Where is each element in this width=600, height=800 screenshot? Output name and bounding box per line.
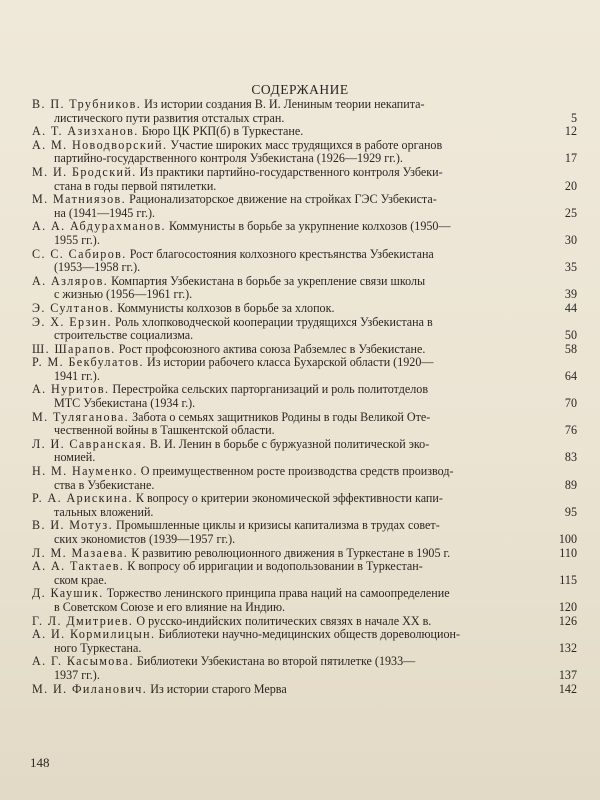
entry-title-continued: тальных вложений. xyxy=(54,504,154,519)
entry-page: 132 xyxy=(558,640,577,655)
entry-title-continued: партийно-государственного контроля Узбекистана (1926—1929 гг.). xyxy=(54,151,403,166)
entry-title: Участие широких масс трудящихся в работе органов xyxy=(167,137,443,152)
entry-author: Н. М. Науменко. xyxy=(32,464,138,479)
entry-author: М. И. Бродский. xyxy=(32,164,137,179)
entry-author: В. И. Мотуз. xyxy=(32,518,114,533)
entry-title: Рост благосостояния колхозного крестьянства Узбекистана xyxy=(126,246,434,261)
toc-entry xyxy=(32,560,577,587)
entry-title-continued: ства в Узбекистане. xyxy=(54,477,155,492)
entry-title: В. И. Ленин в борьбе с буржуазной политической эко- xyxy=(146,436,430,451)
entry-page: 64 xyxy=(564,368,577,383)
entry-author: А. А. Абдурахманов. xyxy=(32,219,166,234)
entry-author: М. Матниязов. xyxy=(32,192,127,207)
toc-entry xyxy=(32,519,577,546)
entry-author: А. Т. Азизханов. xyxy=(32,124,139,139)
entry-title-continued: стана в годы первой пятилетки. xyxy=(54,178,217,193)
entry-title: Из практики партийно-государственного контроля Узбеки- xyxy=(136,164,443,179)
entry-title: О русско-индийских политических связях в начале XX в. xyxy=(133,613,432,628)
toc-entry xyxy=(32,383,577,410)
entry-title: К вопросу о критерии экономической эффективности капи- xyxy=(132,491,443,506)
entry-title-continued: с жизнью (1956—1961 гг.). xyxy=(54,287,193,302)
entry-title: Библиотеки научно-медицинских обществ дореволюцион- xyxy=(155,627,461,642)
entry-page: 110 xyxy=(559,545,577,560)
entry-page: 100 xyxy=(558,532,577,546)
toc-entry xyxy=(32,356,577,383)
entry-page: 58 xyxy=(564,341,577,356)
entry-title-continued: листического пути развития отсталых стран. xyxy=(54,110,285,125)
entry-title: Промышленные циклы и кризисы капитализма в трудах совет- xyxy=(113,518,440,533)
toc-entry xyxy=(32,98,577,125)
entry-page: 83 xyxy=(564,450,577,465)
entry-title: Из истории создания В. И. Лениным теории некапита- xyxy=(141,97,425,111)
toc-entry xyxy=(32,166,577,193)
entry-author: Л. М. Мазаева. xyxy=(32,545,129,560)
entry-title: О преимущественном росте производства средств производ- xyxy=(137,464,454,479)
entry-title: Рост профсоюзного актива союза Рабземлес в Узбекистане. xyxy=(115,341,426,356)
toc-entry xyxy=(32,125,577,139)
entry-author: А. А. Тактаев. xyxy=(32,559,125,574)
entry-title: Рационализаторское движение на стройках ГЭС Узбекиста- xyxy=(126,192,437,207)
toc-entry xyxy=(32,628,577,655)
toc-entry xyxy=(32,411,577,438)
entry-page: 12 xyxy=(564,124,577,139)
entry-page: 5 xyxy=(570,110,577,125)
toc-entry xyxy=(32,316,577,343)
entry-author: Ш. Шарапов. xyxy=(32,341,116,356)
toc-entry xyxy=(32,343,577,357)
entry-title: Роль хлопководческой кооперации трудящихся Узбекистана в xyxy=(111,314,433,329)
table-of-contents xyxy=(32,98,577,696)
entry-page: 142 xyxy=(558,681,577,696)
toc-entry xyxy=(32,465,577,492)
entry-title-continued: 1955 гг.). xyxy=(54,232,100,247)
entry-title-continued: (1953—1958 гг.). xyxy=(54,260,141,275)
entry-author: Э. Султанов. xyxy=(32,300,115,315)
entry-author: А. Нуритов. xyxy=(32,382,110,397)
entry-title: Перестройка сельских парторганизаций и роль политотделов xyxy=(109,382,429,397)
entry-page: 35 xyxy=(564,260,577,275)
entry-author: А. Азляров. xyxy=(32,273,109,288)
toc-entry xyxy=(32,492,577,519)
entry-title: К вопросу об ирригации и водопользовании в Туркестан- xyxy=(124,559,423,574)
toc-entry xyxy=(32,248,577,275)
entry-author: М. И. Филанович. xyxy=(32,681,148,696)
entry-title-continued: на (1941—1945 гг.). xyxy=(54,205,156,220)
entry-page: 120 xyxy=(558,599,577,614)
entry-author: Р. А. Арискина. xyxy=(32,491,133,506)
entry-author: Д. Каушик. xyxy=(32,586,104,601)
entry-title-continued: в Советском Союзе и его влияние на Индию. xyxy=(54,599,286,614)
entry-title: Коммунисты в борьбе за укрупнение колхозов (1950— xyxy=(166,219,451,234)
entry-title: Из истории рабочего класса Бухарской области (1920— xyxy=(143,355,434,370)
entry-title-continued: 1937 гг.). xyxy=(54,667,100,682)
toc-entry xyxy=(32,655,577,682)
entry-title: Забота о семьях защитников Родины в годы Великой Оте- xyxy=(129,409,431,424)
entry-title: Бюро ЦК РКП(б) в Туркестане. xyxy=(138,124,304,139)
toc-entry xyxy=(32,683,577,697)
entry-title: Из истории старого Мерва xyxy=(147,681,287,696)
entry-title-continued: 1941 гг.). xyxy=(54,368,100,383)
entry-page: 17 xyxy=(564,151,577,166)
toc-entry xyxy=(32,587,577,614)
entry-page: 137 xyxy=(558,667,577,682)
entry-page: 76 xyxy=(564,423,577,438)
entry-page: 95 xyxy=(564,504,577,519)
entry-title: Торжество ленинского принципа права наций на самоопределение xyxy=(103,586,450,601)
entry-author: А. М. Новодворский. xyxy=(32,137,168,152)
entry-page: 70 xyxy=(564,396,577,411)
entry-author: М. Туляганова. xyxy=(32,409,130,424)
toc-entry xyxy=(32,275,577,302)
contents-heading: СОДЕРЖАНИЕ xyxy=(251,82,349,97)
entry-author: А. Г. Касымова. xyxy=(32,654,134,669)
entry-title: К развитию революционного движения в Туркестане в 1905 г. xyxy=(128,545,451,560)
entry-title-continued: МТС Узбекистана (1934 г.). xyxy=(54,396,196,411)
entry-author: А. И. Кормилицын. xyxy=(32,627,156,642)
toc-entry xyxy=(32,193,577,220)
toc-entry xyxy=(32,139,577,166)
entry-page: 115 xyxy=(559,572,577,587)
entry-title-continued: ских экономистов (1939—1957 гг.). xyxy=(54,532,236,546)
toc-entry xyxy=(32,438,577,465)
entry-page: 44 xyxy=(564,300,577,315)
entry-title: Библиотеки Узбекистана во второй пятилетке (1933— xyxy=(133,654,416,669)
entry-page: 25 xyxy=(564,205,577,220)
toc-entry xyxy=(32,547,577,561)
entry-title-continued: чественной войны в Ташкентской области. xyxy=(54,423,275,438)
entry-page: 30 xyxy=(564,232,577,247)
entry-title-continued: строительстве социализма. xyxy=(54,328,194,343)
entry-page: 126 xyxy=(558,613,577,628)
entry-author: С. С. Сабиров. xyxy=(32,246,127,261)
entry-author: Э. Х. Ерзин. xyxy=(32,314,112,329)
entry-title: Коммунисты колхозов в борьбе за хлопок. xyxy=(114,300,335,315)
entry-page: 50 xyxy=(564,328,577,343)
entry-page: 89 xyxy=(564,477,577,492)
page-number: 148 xyxy=(30,755,50,770)
entry-author: Р. М. Бекбулатов. xyxy=(32,355,144,370)
entry-page: 39 xyxy=(564,287,577,302)
entry-author: Л. И. Савранская. xyxy=(32,436,147,451)
entry-title-continued: ском крае. xyxy=(54,572,107,587)
toc-entry xyxy=(32,220,577,247)
entry-title-continued: ного Туркестана. xyxy=(54,640,142,655)
entry-page: 20 xyxy=(564,178,577,193)
toc-entry xyxy=(32,615,577,629)
entry-author: Г. Л. Дмитриев. xyxy=(32,613,134,628)
entry-title-continued: номией. xyxy=(54,450,96,465)
entry-author: В. П. Трубников. xyxy=(32,97,142,111)
entry-title: Компартия Узбекистана в борьбе за укрепление связи школы xyxy=(108,273,426,288)
toc-entry xyxy=(32,302,577,316)
